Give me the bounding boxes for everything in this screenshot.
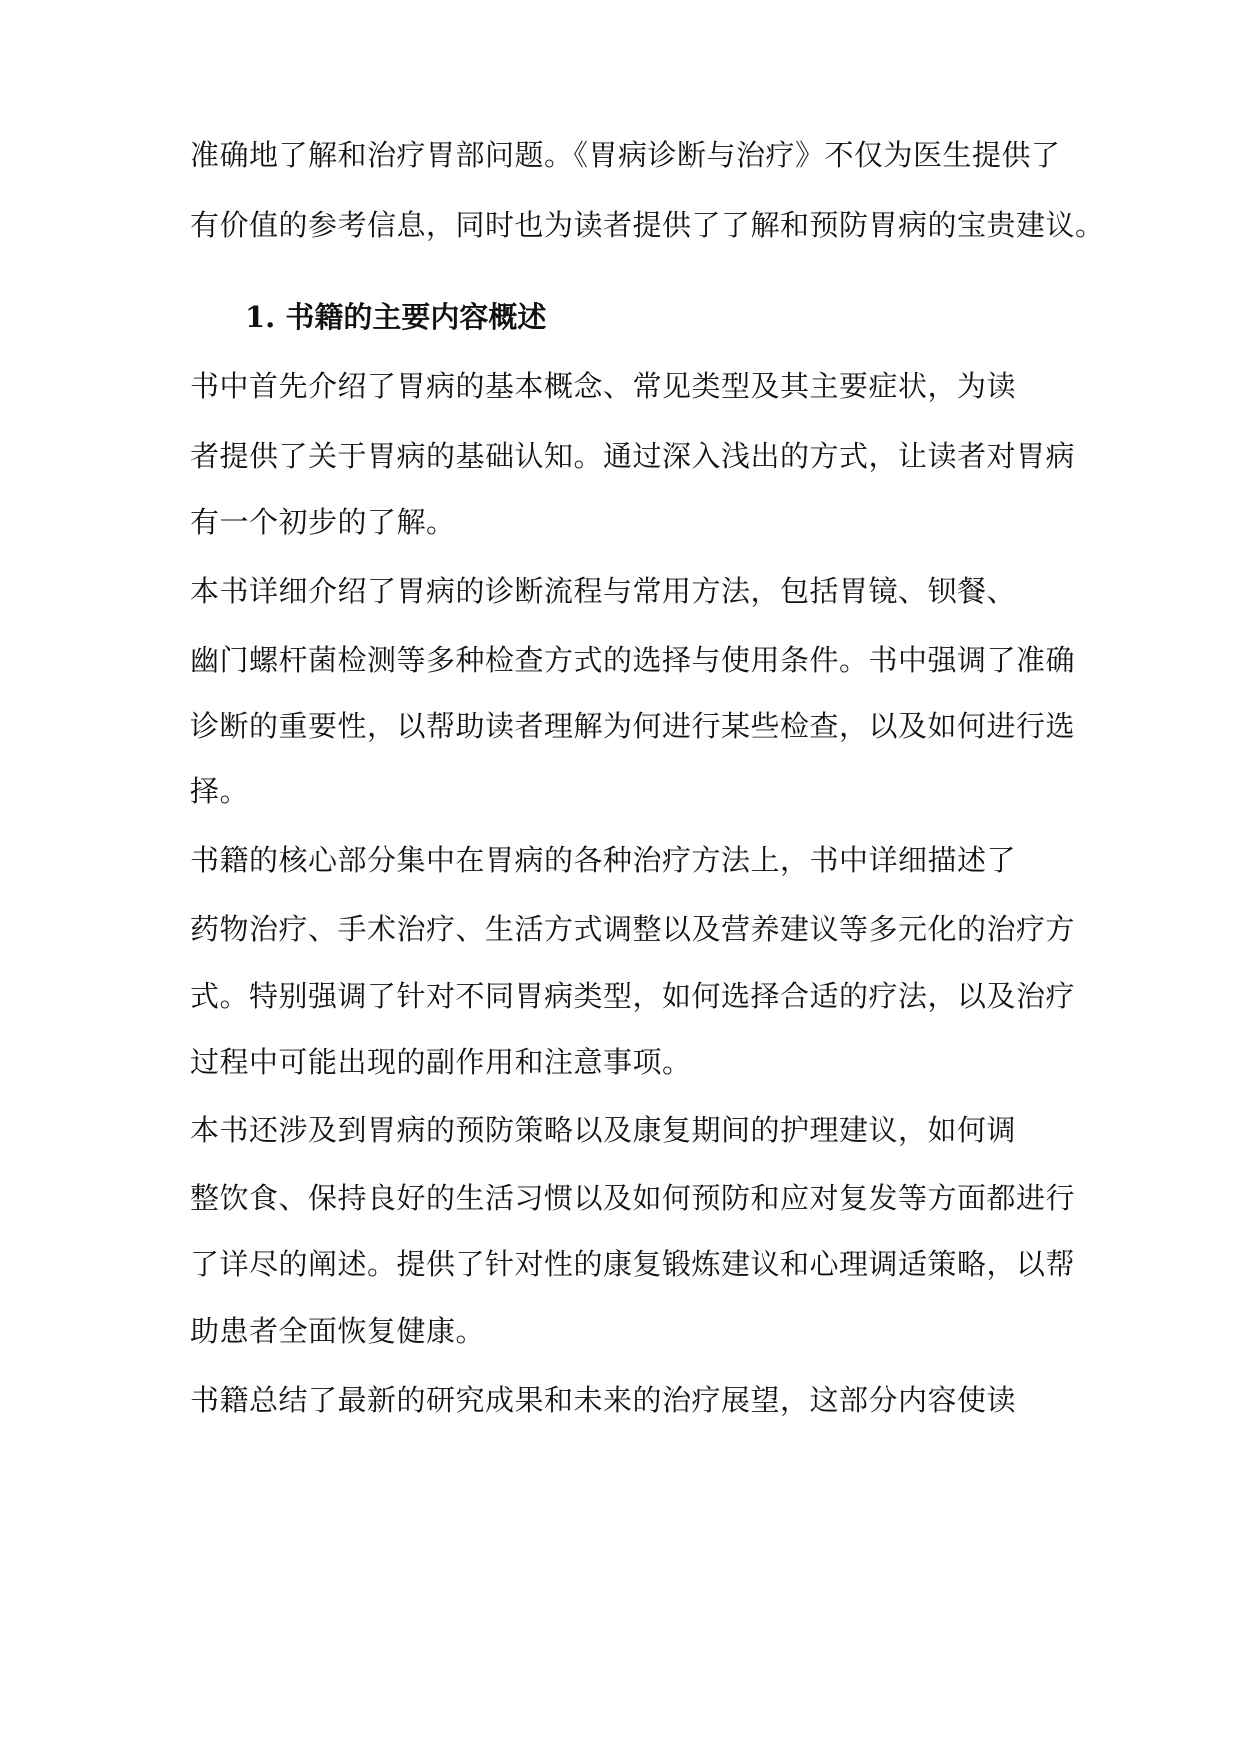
paragraph-line: 药物治疗、手术治疗、生活方式调整以及营养建议等多元化的治疗方 <box>190 912 1076 946</box>
intro-line: 有价值的参考信息，同时也为读者提供了了解和预防胃病的宝贵建议。 <box>190 208 1105 242</box>
intro-line: 准确地了解和治疗胃部问题。《胃病诊断与治疗》不仅为医生提供了 <box>190 138 1061 172</box>
paragraph-line: 诊断的重要性，以帮助读者理解为何进行某些检查，以及如何进行选 <box>190 709 1076 743</box>
paragraph-line: 者提供了关于胃病的基础认知。通过深入浅出的方式，让读者对胃病 <box>190 439 1076 473</box>
paragraph-line: 整饮食、保持良好的生活习惯以及如何预防和应对复发等方面都进行 <box>190 1181 1076 1215</box>
paragraph-line: 了详尽的阐述。提供了针对性的康复锻炼建议和心理调适策略，以帮 <box>190 1247 1076 1281</box>
paragraph-line: 本书还涉及到胃病的预防策略以及康复期间的护理建议，如何调 <box>190 1113 1017 1147</box>
paragraph-line: 书籍总结了最新的研究成果和未来的治疗展望，这部分内容使读 <box>190 1383 1017 1417</box>
paragraph-line: 式。特别强调了针对不同胃病类型，如何选择合适的疗法，以及治疗 <box>190 979 1076 1013</box>
paragraph-line: 择。 <box>190 774 250 808</box>
section-heading: 1. 书籍的主要内容概述 <box>245 300 547 334</box>
paragraph-line: 幽门螺杆菌检测等多种检查方式的选择与使用条件。书中强调了准确 <box>190 643 1076 677</box>
paragraph-line: 有一个初步的了解。 <box>190 505 456 539</box>
paragraph-line: 书籍的核心部分集中在胃病的各种治疗方法上，书中详细描述了 <box>190 843 1017 877</box>
paragraph-line: 本书详细介绍了胃病的诊断流程与常用方法，包括胃镜、钡餐、 <box>190 574 1017 608</box>
paragraph-line: 助患者全面恢复健康。 <box>190 1314 486 1348</box>
paragraph-line: 过程中可能出现的副作用和注意事项。 <box>190 1045 692 1079</box>
paragraph-line: 书中首先介绍了胃病的基本概念、常见类型及其主要症状，为读 <box>190 369 1017 403</box>
